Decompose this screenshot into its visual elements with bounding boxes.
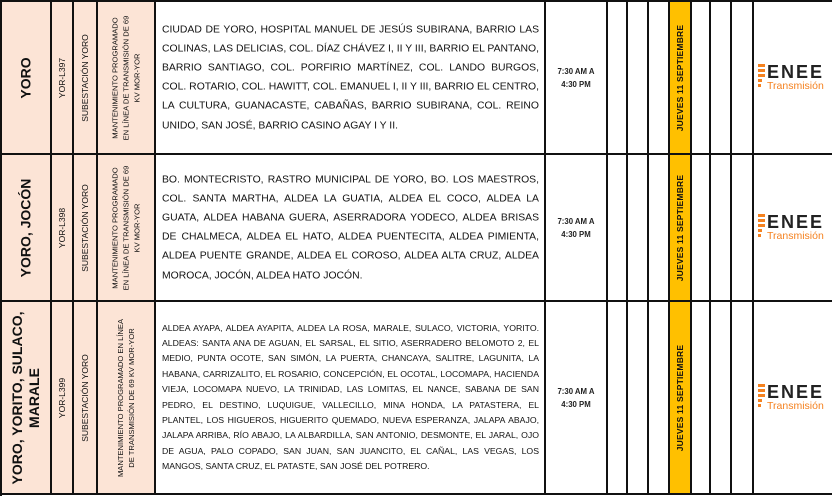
logo-subtitle: Transmisión (767, 399, 824, 412)
date-label: JUEVES 11 SEPTIEMBRE (675, 344, 685, 451)
empty-cell (732, 155, 754, 300)
date-cell (670, 2, 692, 153)
work-description (110, 165, 143, 290)
work-line: EN LÍNEA DE TRANSMISIÓN DE 69 (121, 15, 131, 140)
empty-cell (608, 155, 628, 300)
logo-title: ENEE (767, 381, 825, 402)
empty-cell (692, 2, 711, 153)
time-end: 4:30 PM (561, 229, 591, 239)
work-line: EN LÍNEA DE TRANSMISIÓN DE 69 (121, 165, 131, 290)
empty-cell (692, 155, 711, 300)
town-label: YORO, JOCÓN (17, 178, 34, 277)
empty-cell (608, 302, 628, 493)
time-range (546, 385, 606, 411)
logo-subtitle: Transmisión (767, 79, 824, 92)
town-label: YORO (17, 56, 34, 99)
logo-cell (754, 155, 832, 300)
circuit-cell (52, 2, 74, 153)
table-row (0, 2, 832, 153)
places-cell (156, 302, 546, 493)
empty-cell (628, 2, 649, 153)
time-cell (546, 2, 608, 153)
work-line: MANTENIMIENTO PROGRAMADO (110, 16, 120, 139)
time-range (546, 65, 606, 91)
circuit-label: YOR-L398 (57, 207, 67, 248)
town-cell (2, 2, 52, 153)
empty-cell (649, 302, 670, 493)
time-cell (546, 155, 608, 300)
town-cell (2, 302, 52, 493)
empty-cell (649, 2, 670, 153)
circuit-cell (52, 302, 74, 493)
substation-label: SUBESTACIÓN YORO (80, 183, 90, 272)
work-line: MANTENIMIENTO PROGRAMADO (110, 166, 120, 289)
empty-cell (732, 2, 754, 153)
circuit-label: YOR-L397 (57, 57, 67, 98)
substation-cell (74, 302, 98, 493)
affected-places: CIUDAD DE YORO, HOSPITAL MANUEL DE JESÚS SUBIRANA, BARRIO LAS COLINAS, LAS DELICIAS, COL. DÍAZ CHÁVEZ I, II Y III, BARRIO EL PANTANO, BARRIO SANTIAGO, COL. PORFIRIO MARTÍNEZ, COL. LANDO BURGOS, COL. ROTARIO, COL. HAWITT, COL. EMANUEL I, II Y III, BARRIO EL CENTRO, LA CULTURA, GUANACASTE, CABAÑAS, BARRIO SUBIRANA, COL. REINO UNIDO, SAN JOSÉ, BARRIO CASINO AGAY I Y II. (162, 23, 539, 131)
circuit-cell (52, 155, 74, 300)
work-description (115, 318, 137, 476)
enee-logo-mark-icon (758, 64, 765, 88)
enee-logo (758, 61, 825, 92)
logo-title: ENEE (767, 211, 825, 232)
substation-cell (74, 155, 98, 300)
substation-label: SUBESTACIÓN YORO (80, 33, 90, 122)
work-cell (98, 155, 156, 300)
places-cell (156, 2, 546, 153)
work-cell (98, 2, 156, 153)
time-start: 7:30 AM A (557, 386, 595, 396)
date-cell (670, 155, 692, 300)
time-start: 7:30 AM A (557, 216, 595, 226)
time-range (546, 215, 606, 241)
empty-cell (711, 302, 732, 493)
town-line: MARALE (26, 367, 42, 428)
date-cell (670, 302, 692, 493)
work-description (110, 15, 143, 140)
time-cell (546, 302, 608, 493)
work-line: KV MOR-YOR (132, 203, 142, 252)
circuit-label: YOR-L399 (57, 377, 67, 418)
empty-cell (732, 302, 754, 493)
substation-cell (74, 2, 98, 153)
date-label: JUEVES 11 SEPTIEMBRE (675, 174, 685, 281)
logo-title: ENEE (767, 61, 825, 82)
empty-cell (692, 302, 711, 493)
date-label: JUEVES 11 SEPTIEMBRE (675, 24, 685, 131)
table-row (0, 302, 832, 493)
table-row (0, 155, 832, 300)
row-divider (0, 493, 832, 495)
time-end: 4:30 PM (561, 79, 591, 89)
work-cell (98, 302, 156, 493)
logo-subtitle: Transmisión (767, 229, 824, 242)
time-start: 7:30 AM A (557, 66, 595, 76)
empty-cell (649, 155, 670, 300)
enee-logo-mark-icon (758, 384, 765, 408)
affected-places: ALDEA AYAPA, ALDEA AYAPITA, ALDEA LA ROSA, MARALE, SULACO, VICTORIA, YORITO. ALDEAS: SANTA ANA DE AGUAN, EL SARSAL, EL SITIO, ASERRADERO BELOMOTO 2, EL MEDIO, PUNTA OCOTE, SAN SIMÓN, LA PUERTA, CHANCAYA, SALITRE, LAGUNITA, LA HABANA, CARRIZALITO, EL ROSARIO, CONCEPCIÓN, EL OCOTAL, LOCOMAPA, HACIENDA VIEJA, LOCOMAPA NUEVO, LA TRINIDAD, LAS LOMITAS, EL NANCE, SABANA DE SAN PEDRO, EL DESTINO, LUQUIGUE, VALLECILLO, MINA HONDA, LA PATASTERA, EL PLANTEL, LOS HIGUEROS, HIGUERITO QUEMADO, NUEVA ESPERANZA, JALAPA ABAJO, JALAPA ARRIBA, RÍO ABAJO, LA ALBARDILLA, SAN ANTONIO, DESMONTE, EL JARAL, OJO DE AGUA, PALO COPADO, SAN JUAN, SAN JUANCITO, EL CAÑAL, LAS VEGAS, LOS MANGOS, SANTA CRUZ, EL PATASTE, SAN JOSÉ DEL POTRERO. (162, 322, 539, 472)
empty-cell (628, 302, 649, 493)
places-cell (156, 155, 546, 300)
affected-places: BO. MONTECRISTO, RASTRO MUNICIPAL DE YORO, BO. LOS MAESTROS, COL. SANTA MARTHA, ALDEA LA GUATIA, ALDEA EL COCO, ALDEA LA GUATA, ALDEA HABANA GUERA, ASERRADORA YODECO, ALDEA BRISAS DE CHALMECA, ALDEA EL HATO, ALDEA PUENTECITA, ALDEA PIMIENTA, ALDEA PUENTE GRANDE, ALDEA EL COROSO, ALDEA ALTA CRUZ, ALDEA MOROCA, JOCÓN, ALDEA HATO JOCÓN. (162, 173, 539, 281)
work-line: DE TRANSMISIÓN DE 69 KV MOR-YOR (127, 327, 136, 468)
town-cell (2, 155, 52, 300)
logo-cell (754, 2, 832, 153)
work-line: MANTENIMIENTO PROGRAMADO EN LÍNEA (116, 318, 125, 477)
empty-cell (711, 2, 732, 153)
enee-logo (758, 381, 825, 412)
enee-logo-mark-icon (758, 214, 765, 238)
town-line: YORO, YORITO, SULACO, (9, 311, 25, 484)
substation-label: SUBESTACIÓN YORO (80, 353, 90, 442)
empty-cell (628, 155, 649, 300)
row-divider (0, 0, 832, 2)
work-line: KV MOR-YOR (132, 53, 142, 102)
logo-cell (754, 302, 832, 493)
town-label (9, 311, 43, 484)
enee-logo (758, 211, 825, 242)
empty-cell (608, 2, 628, 153)
empty-cell (711, 155, 732, 300)
time-end: 4:30 PM (561, 399, 591, 409)
